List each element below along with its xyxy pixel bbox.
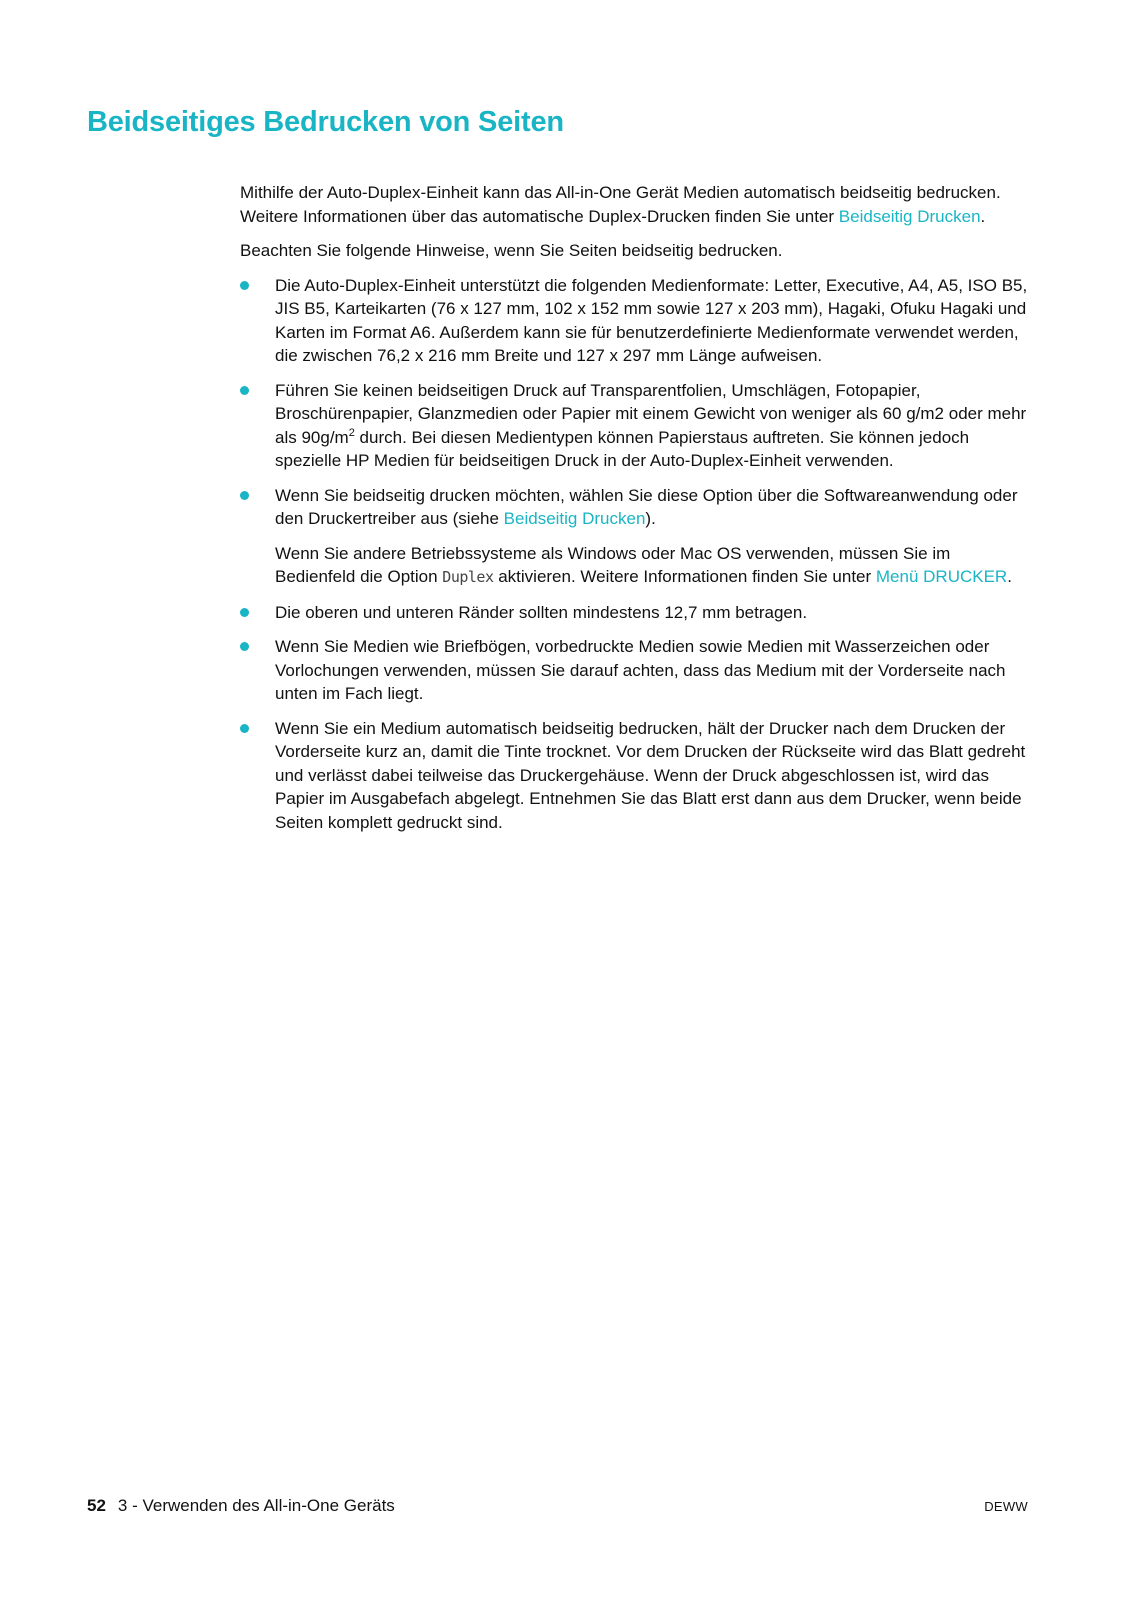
list-item-text: Die oberen und unteren Ränder sollten mindestens 12,7 mm betragen. — [275, 602, 808, 622]
bullet-icon — [240, 491, 249, 500]
superscript: 2 — [348, 426, 355, 439]
list-item-text: Wenn Sie Medien wie Briefbögen, vorbedruckte Medien sowie Medien mit Wasserzeichen oder Vorlochungen verwenden, müssen Sie darauf achten, dass das Medium mit der Vorderseite nach unten im Fach liegt. — [275, 637, 1006, 703]
notes-list — [240, 274, 1030, 835]
chapter-title: 3 - Verwenden des All-in-One Geräts — [117, 1496, 395, 1515]
page-number: 52 — [87, 1496, 106, 1515]
sub-text-end: . — [1007, 567, 1012, 586]
bullet-icon — [240, 724, 249, 733]
link-beidseitig-drucken[interactable]: Beidseitig Drucken — [838, 206, 981, 226]
sub-text-middle: aktivieren. Weitere Informationen finden Sie unter — [493, 567, 876, 586]
page-title: Beidseitiges Bedrucken von Seiten — [87, 106, 564, 138]
intro-text: Mithilfe der Auto-Duplex-Einheit kann das All-in-One Gerät Medien automatisch beidseitig bedrucken. Weitere Informationen über das automatische Duplex-Drucken finden Sie unter — [240, 183, 1001, 226]
link-beidseitig-drucken[interactable]: Beidseitig Drucken — [503, 509, 646, 528]
footer-locale: DEWW — [984, 1499, 1028, 1514]
bullet-icon — [240, 642, 249, 651]
link-menu-drucker[interactable]: Menü DRUCKER — [875, 567, 1008, 586]
list-item-text: Wenn Sie beidseitig drucken möchten, wählen Sie diese Option über die Softwareanwendung oder den Druckertreiber aus (siehe — [275, 485, 1018, 528]
list-item-text-end: durch. Bei diesen Medientypen können Papierstaus auftreten. Sie können jedoch spezielle HP Medien für beidseitigen Druck in der Auto-Duplex-Einheit verwenden. — [275, 427, 970, 470]
list-item-text: Die Auto-Duplex-Einheit unterstützt die folgenden Medienformate: Letter, Executive, A4, A5, ISO B5, JIS B5, Karteikarten (76 x 127 mm, 102 x 152 mm sowie 127 x 203 mm), Hagaki, Ofuku Hagaki und Karten im Format A6. Außerdem kann sie für benutzerdefinierte Medienformate verwendet werden, die zwischen 76,2 x 216 mm Breite und 127 x 297 mm Länge aufweisen. — [275, 275, 1028, 365]
list-item — [240, 484, 1030, 590]
list-item — [240, 717, 1030, 835]
list-item — [240, 601, 1030, 625]
bullet-icon — [240, 281, 249, 290]
list-item — [240, 274, 1030, 368]
bullet-icon — [240, 386, 249, 395]
footer-left — [87, 1496, 395, 1516]
intro-paragraph — [240, 181, 1030, 228]
list-item — [240, 379, 1030, 473]
option-code: Duplex — [442, 568, 494, 586]
main-content — [240, 181, 1030, 845]
sub-text: Wenn Sie andere Betriebssysteme als Windows oder Mac OS verwenden, müssen Sie im Bedienfeld die Option — [275, 543, 951, 586]
intro-text-end: . — [980, 206, 986, 226]
sub-paragraph — [275, 542, 1030, 590]
bullet-icon — [240, 608, 249, 617]
notes-intro: Beachten Sie folgende Hinweise, wenn Sie Seiten beidseitig bedrucken. — [240, 241, 783, 260]
page-footer — [87, 1496, 1028, 1516]
list-item-text-end: ). — [645, 509, 656, 528]
list-item-text: Führen Sie keinen beidseitigen Druck auf Transparentfolien, Umschlägen, Fotopapier, Broschürenpapier, Glanzmedien oder Papier mit einem Gewicht von weniger als 60 g/m2 oder mehr als 90g/m — [275, 380, 1027, 447]
list-item — [240, 635, 1030, 706]
list-item-text: Wenn Sie ein Medium automatisch beidseitig bedrucken, hält der Drucker nach dem Drucken der Vorderseite kurz an, damit die Tinte trocknet. Vor dem Drucken der Rückseite wird das Blatt gedreht und verlässt dabei teilweise das Druckergehäuse. Wenn der Druck abgeschlossen ist, wird das Papier im Ausgabefach abgelegt. Entnehmen Sie das Blatt erst dann aus dem Drucker, wenn beide Seiten komplett gedruckt sind. — [275, 718, 1026, 832]
